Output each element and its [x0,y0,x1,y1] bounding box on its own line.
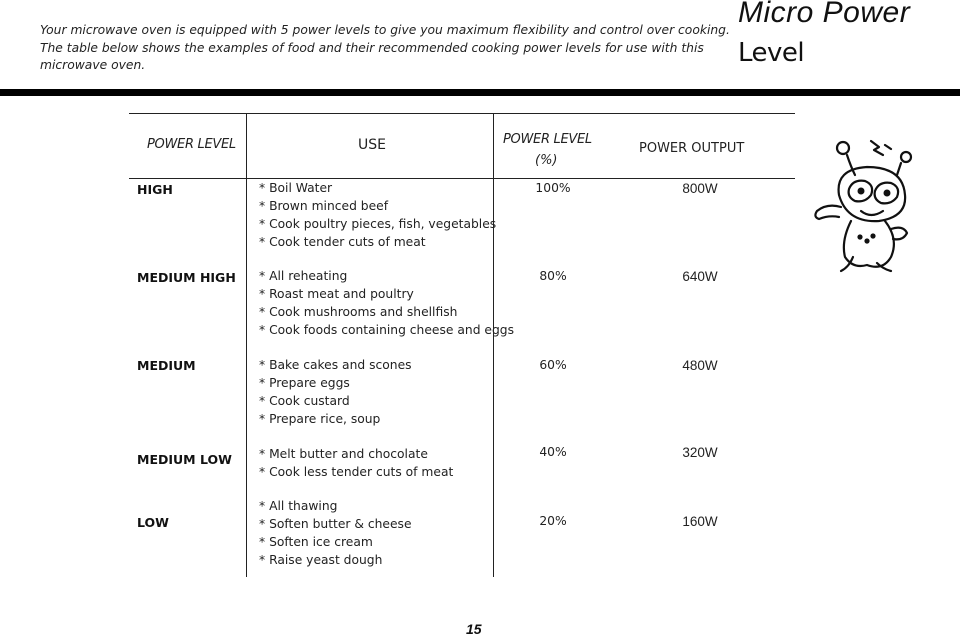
row-uses-high [259,179,496,251]
row-output-medium-low: 320W [682,445,718,460]
row-percent-medium: 60% [539,358,567,372]
row-output-medium-high: 640W [682,269,718,284]
intro-line-2: The table below shows the examples of food and their recommended cooking power levels for use with this [40,40,704,55]
page-number: 15 [466,621,482,637]
page-title-line-1: Micro Power [738,0,911,29]
list-item: * Bake cakes and scones [259,356,412,374]
header-rule [0,89,960,96]
row-uses-medium-high [259,267,514,339]
header-power-output: POWER OUTPUT [639,141,745,156]
list-item: * All reheating [259,267,514,285]
list-item: * Melt butter and chocolate [259,445,453,463]
list-item: * Cook less tender cuts of meat [259,463,453,481]
list-item: * Cook custard [259,392,412,410]
list-item: * Cook mushrooms and shellfish [259,303,514,321]
header-percent-unit: (%) [535,153,558,168]
header-use: USE [358,137,386,153]
header-percent: POWER LEVEL [503,132,592,147]
row-percent-low: 20% [539,514,567,528]
intro-line-1: Your microwave oven is equipped with 5 power levels to give you maximum flexibility and control over cooking. [40,23,730,37]
list-item: * Brown minced beef [259,197,496,215]
row-level-medium: MEDIUM [137,358,196,373]
list-item: * Raise yeast dough [259,551,412,569]
row-level-low: LOW [137,515,169,530]
row-percent-high: 100% [535,181,571,195]
intro-line-3: microwave oven. [40,58,146,72]
header-power-level: POWER LEVEL [147,137,236,152]
intro-text [40,22,730,75]
row-percent-medium-high: 80% [539,269,567,283]
list-item: * Cook poultry pieces, fish, vegetables [259,215,496,233]
list-item: * All thawing [259,497,412,515]
row-uses-low [259,497,412,569]
page-title-line-2: Level [738,38,805,68]
table-column-divider [246,113,247,577]
table-top-border [129,113,795,114]
list-item: * Soften ice cream [259,533,412,551]
row-uses-medium-low [259,445,453,481]
row-level-high: HIGH [137,182,173,197]
row-level-medium-low: MEDIUM LOW [137,452,232,467]
row-output-high: 800W [682,181,718,196]
row-uses-medium [259,356,412,428]
power-level-table [129,113,795,577]
mascot-illustration [805,133,955,273]
list-item: * Boil Water [259,179,496,197]
list-item: * Cook foods containing cheese and eggs [259,321,514,339]
row-output-medium: 480W [682,358,718,373]
row-level-medium-high: MEDIUM HIGH [137,270,236,285]
row-percent-medium-low: 40% [539,445,567,459]
list-item: * Soften butter & cheese [259,515,412,533]
list-item: * Prepare eggs [259,374,412,392]
list-item: * Prepare rice, soup [259,410,412,428]
list-item: * Roast meat and poultry [259,285,514,303]
list-item: * Cook tender cuts of meat [259,233,496,251]
row-output-low: 160W [682,514,718,529]
